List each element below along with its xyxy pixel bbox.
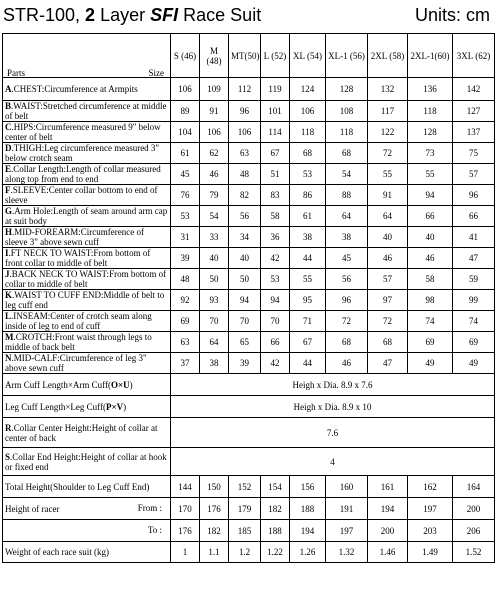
racer-to-value: 194 [290, 520, 326, 542]
measurement-value: 79 [200, 185, 229, 206]
measurement-value: 64 [200, 332, 229, 353]
measurement-value: 94 [261, 290, 290, 311]
size-column-header: MT(50) [229, 34, 261, 78]
racer-to-value: 206 [453, 520, 495, 542]
measurement-value: 39 [229, 353, 261, 374]
measurement-value: 55 [290, 269, 326, 290]
measurement-value: 40 [229, 248, 261, 269]
measurement-value: 118 [326, 122, 368, 143]
total-height-row-label: Total Height(Shoulder to Leg Cuff End) [3, 476, 171, 498]
racer-from-value: 200 [453, 498, 495, 520]
page-title [3, 5, 261, 26]
measurement-desc: From bottom of collar to middle of belt [5, 269, 167, 289]
measurement-value: 92 [171, 290, 200, 311]
measurement-value: 44 [290, 248, 326, 269]
racer-to-value: 188 [261, 520, 290, 542]
measurement-desc: Center collar bottom to end of sleeve [5, 185, 158, 205]
measurement-name: MID-CALF: [13, 353, 60, 363]
arm-cuff-row-value: Heigh x Dia. 8.9 x 7.6 [171, 374, 495, 396]
measurement-value: 31 [171, 227, 200, 248]
measurement-value: 69 [408, 332, 453, 353]
measurement-value: 68 [368, 332, 408, 353]
size-column-header: XL (54) [290, 34, 326, 78]
racer-to-value: 176 [171, 520, 200, 542]
measurement-row [3, 101, 495, 122]
measurement-value: 46 [368, 248, 408, 269]
measurement-row [3, 311, 495, 332]
leg-cuff-label-text: Leg Cuff Length×Leg Cuff( [5, 401, 106, 412]
weight-row-value: 1.2 [229, 542, 261, 563]
size-column-header: 2XL-1(60) [408, 34, 453, 78]
measurement-value: 63 [229, 143, 261, 164]
parts-header: Parts [7, 67, 25, 78]
racer-to-value: 197 [326, 520, 368, 542]
measurement-value: 36 [261, 227, 290, 248]
measurement-value: 101 [261, 101, 290, 122]
measurement-desc: Front waist through legs to middle of back belt [5, 332, 152, 352]
measurement-value: 63 [171, 332, 200, 353]
measurement-key: C [5, 122, 12, 132]
measurement-row [3, 353, 495, 374]
total-height-row-value: 154 [261, 476, 290, 498]
collar-end-row-value: 4 [171, 448, 495, 476]
measurement-value: 99 [453, 290, 495, 311]
measurement-name: Collar Length: [13, 164, 67, 174]
measurement-key: F [5, 185, 11, 195]
measurement-value: 64 [368, 206, 408, 227]
measurement-name: Arm Hole: [14, 206, 54, 216]
header-row [3, 34, 495, 78]
measurement-value: 58 [408, 269, 453, 290]
total-height-row-value: 150 [200, 476, 229, 498]
weight-row [3, 542, 495, 563]
measurement-value: 44 [290, 353, 326, 374]
measurement-label: N.MID-CALF:Circumference of leg 3" above sewn cuff [3, 353, 171, 374]
measurement-value: 40 [200, 248, 229, 269]
measurement-key: E [5, 164, 12, 174]
measurement-value: 69 [171, 311, 200, 332]
size-chart-table [2, 33, 495, 563]
racer-to-value: 182 [200, 520, 229, 542]
total-height-row-value: 156 [290, 476, 326, 498]
collar-end-desc: Collar End Height:Height of collar at hook or fixed end [5, 451, 167, 472]
racer-from-value: 197 [408, 498, 453, 520]
racer-to-row [3, 520, 495, 542]
measurement-desc: Circumference at Armpits [44, 84, 138, 94]
measurement-value: 64 [326, 206, 368, 227]
measurement-value: 136 [408, 78, 453, 101]
measurement-key: D [5, 143, 12, 153]
measurement-label: J.BACK NECK TO WAIST:From bottom of collar to middle of belt [3, 269, 171, 290]
measurement-name: CHEST: [13, 84, 45, 94]
measurement-desc: Leg circumference measured 3" below crotch seam [5, 143, 160, 163]
measurement-row [3, 248, 495, 269]
measurement-key: J [5, 269, 10, 279]
measurement-name: MID-FOREARM: [14, 227, 81, 237]
total-height-row-value: 164 [453, 476, 495, 498]
racer-from-value: 170 [171, 498, 200, 520]
measurement-value: 114 [261, 122, 290, 143]
measurement-value: 75 [453, 143, 495, 164]
measurement-name: CROTCH: [15, 332, 55, 342]
measurement-value: 38 [290, 227, 326, 248]
weight-row-label: Weight of each race suit (kg) [3, 542, 171, 563]
measurement-row [3, 269, 495, 290]
measurement-value: 61 [171, 143, 200, 164]
measurement-value: 95 [290, 290, 326, 311]
measurement-value: 122 [368, 122, 408, 143]
measurement-row [3, 332, 495, 353]
measurement-value: 96 [326, 290, 368, 311]
racer-to-label [3, 520, 171, 542]
measurement-value: 66 [408, 206, 453, 227]
measurement-value: 51 [261, 164, 290, 185]
measurement-label: M.CROTCH:Front waist through legs to middle of back belt [3, 332, 171, 353]
collar-center-key: R [5, 422, 12, 433]
measurement-value: 65 [229, 332, 261, 353]
measurement-name: WAIST: [13, 101, 43, 111]
measurement-value: 66 [453, 206, 495, 227]
measurement-value: 70 [261, 311, 290, 332]
measurement-value: 40 [368, 227, 408, 248]
measurement-value: 91 [200, 101, 229, 122]
measurement-value: 118 [290, 122, 326, 143]
measurement-desc: From bottom of front collar to middle of belt [5, 248, 151, 268]
measurement-value: 54 [326, 164, 368, 185]
measurement-desc: Circumference of sleeve 3" above sewn cuff [5, 227, 144, 247]
measurement-value: 74 [453, 311, 495, 332]
measurement-key: N [5, 353, 12, 363]
size-column-header: 2XL (58) [368, 34, 408, 78]
units-label: Units: cm [414, 5, 490, 25]
measurement-label: G.Arm Hole:Length of seam around arm cap at suit body [3, 206, 171, 227]
measurement-value: 45 [171, 164, 200, 185]
measurement-value: 68 [290, 143, 326, 164]
measurement-value: 58 [261, 206, 290, 227]
model-code: STR-100, [3, 5, 81, 25]
measurement-value: 57 [368, 269, 408, 290]
leg-cuff-row-label [3, 396, 171, 418]
total-height-row-value: 152 [229, 476, 261, 498]
measurement-value: 39 [171, 248, 200, 269]
measurement-label: E.Collar Length:Length of collar measured along top from end to end [3, 164, 171, 185]
measurement-value: 98 [408, 290, 453, 311]
measurement-value: 69 [453, 332, 495, 353]
measurement-value: 74 [408, 311, 453, 332]
collar-end-key: S [5, 451, 11, 462]
racer-height-label [3, 498, 171, 520]
size-column-header: XL-1 (56) [326, 34, 368, 78]
collar-end-row [3, 448, 495, 476]
measurement-value: 88 [326, 185, 368, 206]
measurement-value: 128 [326, 78, 368, 101]
parts-size-header [3, 34, 171, 78]
measurement-value: 137 [453, 122, 495, 143]
measurement-value: 66 [261, 332, 290, 353]
racer-to-value: 185 [229, 520, 261, 542]
measurement-value: 106 [229, 122, 261, 143]
arm-cuff-row-label [3, 374, 171, 396]
measurement-value: 48 [171, 269, 200, 290]
measurement-value: 50 [229, 269, 261, 290]
measurement-key: I [5, 248, 9, 258]
measurement-desc: Stretched circumference at middle of belt [5, 101, 167, 121]
total-height-row-value: 161 [368, 476, 408, 498]
racer-from-value: 179 [229, 498, 261, 520]
racer-from-row [3, 498, 495, 520]
arm-cuff-label-end: ) [129, 379, 133, 390]
leg-cuff-row [3, 396, 495, 418]
arm-cuff-code: O×U [110, 379, 130, 390]
measurement-value: 71 [290, 311, 326, 332]
measurement-row [3, 143, 495, 164]
measurement-value: 41 [453, 227, 495, 248]
measurement-name: BACK NECK TO WAIST: [11, 269, 110, 279]
measurement-value: 72 [368, 143, 408, 164]
measurement-value: 47 [368, 353, 408, 374]
measurement-row [3, 290, 495, 311]
measurement-key: B [5, 101, 12, 111]
measurement-key: A [5, 84, 12, 94]
total-height-row-value: 162 [408, 476, 453, 498]
measurement-desc: Circumference measured 9" below center of belt [5, 122, 161, 142]
measurement-value: 49 [453, 353, 495, 374]
racer-to-value: 200 [368, 520, 408, 542]
racer-from-value: 188 [290, 498, 326, 520]
measurement-value: 55 [368, 164, 408, 185]
measurement-value: 106 [171, 78, 200, 101]
measurement-name: WAIST TO CUFF END: [14, 290, 104, 300]
layers-word: Layer [100, 5, 146, 25]
measurement-value: 72 [326, 311, 368, 332]
measurement-value: 127 [453, 101, 495, 122]
weight-row-value: 1.26 [290, 542, 326, 563]
measurement-value: 124 [290, 78, 326, 101]
measurement-value: 33 [200, 227, 229, 248]
measurement-name: FT NECK TO WAIST: [10, 248, 94, 258]
measurement-value: 34 [229, 227, 261, 248]
measurement-row [3, 227, 495, 248]
racer-from-value: 194 [368, 498, 408, 520]
racer-to-value: 203 [408, 520, 453, 542]
measurement-value: 61 [290, 206, 326, 227]
measurement-value: 118 [408, 101, 453, 122]
measurement-label: L.INSEAM:Center of crotch seam along inside of leg to end of cuff [3, 311, 171, 332]
measurement-value: 97 [368, 290, 408, 311]
measurement-value: 104 [171, 122, 200, 143]
collar-center-row-value: 7.6 [171, 418, 495, 448]
total-height-row-value: 144 [171, 476, 200, 498]
measurement-value: 53 [261, 269, 290, 290]
racer-from-value: 182 [261, 498, 290, 520]
measurement-value: 70 [229, 311, 261, 332]
size-column-header: L (52) [261, 34, 290, 78]
measurement-value: 86 [290, 185, 326, 206]
collar-center-row-label: R.Collar Center Height:Height of collar at center of back [3, 418, 171, 448]
measurement-desc: Circumference of leg 3" above sewn cuff [5, 353, 147, 373]
measurement-name: INSEAM: [13, 311, 51, 321]
measurement-value: 72 [368, 311, 408, 332]
measurement-value: 42 [261, 248, 290, 269]
measurement-desc: Length of seam around arm cap at suit body [5, 206, 168, 226]
arm-cuff-row [3, 374, 495, 396]
measurement-value: 112 [229, 78, 261, 101]
measurement-label: C.HIPS:Circumference measured 9" below center of belt [3, 122, 171, 143]
measurement-value: 94 [408, 185, 453, 206]
arm-cuff-label-text: Arm Cuff Length×Arm Cuff( [5, 379, 111, 390]
measurement-value: 96 [229, 101, 261, 122]
size-column-header: S (46) [171, 34, 200, 78]
measurement-value: 40 [408, 227, 453, 248]
measurement-value: 38 [200, 353, 229, 374]
measurement-value: 108 [326, 101, 368, 122]
size-column-header: M (48) [200, 34, 229, 78]
measurement-label: D.THIGH:Leg circumference measured 3" below crotch seam [3, 143, 171, 164]
measurement-value: 50 [200, 269, 229, 290]
measurement-desc: Center of crotch seam along inside of leg to end of cuff [5, 311, 152, 331]
measurement-value: 46 [408, 248, 453, 269]
measurement-name: HIPS: [13, 122, 36, 132]
collar-center-desc: Collar Center Height:Height of collar at center of back [5, 422, 158, 443]
measurement-value: 46 [326, 353, 368, 374]
total-height-row [3, 476, 495, 498]
measurement-value: 93 [200, 290, 229, 311]
measurement-value: 82 [229, 185, 261, 206]
measurement-value: 73 [408, 143, 453, 164]
measurement-label: I.FT NECK TO WAIST:From bottom of front collar to middle of belt [3, 248, 171, 269]
measurement-value: 68 [326, 332, 368, 353]
measurement-value: 128 [408, 122, 453, 143]
measurement-value: 96 [453, 185, 495, 206]
total-height-row-value: 160 [326, 476, 368, 498]
weight-row-value: 1.52 [453, 542, 495, 563]
measurement-row [3, 206, 495, 227]
measurement-key: L [5, 311, 12, 321]
measurement-value: 70 [200, 311, 229, 332]
measurement-value: 89 [171, 101, 200, 122]
leg-cuff-row-value: Heigh x Dia. 8.9 x 10 [171, 396, 495, 418]
measurement-value: 91 [368, 185, 408, 206]
measurement-value: 54 [200, 206, 229, 227]
layers-number: 2 [85, 5, 96, 25]
measurement-value: 46 [200, 164, 229, 185]
race-suit-label: Race Suit [183, 5, 262, 25]
measurement-value: 45 [326, 248, 368, 269]
page-header [0, 0, 496, 32]
measurement-label: H.MID-FOREARM:Circumference of sleeve 3" above sewn cuff [3, 227, 171, 248]
measurement-value: 47 [453, 248, 495, 269]
measurement-row [3, 122, 495, 143]
measurement-value: 49 [408, 353, 453, 374]
measurement-row [3, 185, 495, 206]
racer-from-text: From : [137, 503, 162, 513]
measurement-label: F.SLEEVE:Center collar bottom to end of sleeve [3, 185, 171, 206]
measurement-label: B.WAIST:Stretched circumference at middle of belt [3, 101, 171, 122]
measurement-row [3, 78, 495, 101]
measurement-value: 119 [261, 78, 290, 101]
measurement-value: 67 [261, 143, 290, 164]
sfi-label: SFI [150, 5, 179, 25]
measurement-value: 76 [171, 185, 200, 206]
weight-row-value: 1.32 [326, 542, 368, 563]
weight-row-value: 1.22 [261, 542, 290, 563]
weight-row-value: 1 [171, 542, 200, 563]
measurement-value: 132 [368, 78, 408, 101]
measurement-label: K.WAIST TO CUFF END:Middle of belt to leg cuff end [3, 290, 171, 311]
measurement-value: 56 [229, 206, 261, 227]
measurement-label: A.CHEST:Circumference at Armpits [3, 78, 171, 101]
measurement-value: 83 [261, 185, 290, 206]
measurement-value: 109 [200, 78, 229, 101]
size-header: Size [148, 67, 164, 78]
measurement-key: K [5, 290, 13, 300]
measurement-value: 57 [453, 164, 495, 185]
measurement-value: 117 [368, 101, 408, 122]
collar-end-row-label: S.Collar End Height:Height of collar at hook or fixed end [3, 448, 171, 476]
measurement-value: 142 [453, 78, 495, 101]
measurement-desc: Length of collar measured along top from end to end [5, 164, 161, 184]
measurement-key: M [5, 332, 14, 342]
measurement-value: 94 [229, 290, 261, 311]
measurement-value: 53 [290, 164, 326, 185]
size-column-header: 3XL (62) [453, 34, 495, 78]
measurement-value: 53 [171, 206, 200, 227]
measurement-value: 37 [171, 353, 200, 374]
collar-center-row [3, 418, 495, 448]
measurement-row [3, 164, 495, 185]
racer-height-text: Height of racer [5, 503, 60, 514]
weight-row-value: 1.46 [368, 542, 408, 563]
measurement-desc: Middle of belt to leg cuff end [5, 290, 165, 310]
racer-to-text: To : [147, 525, 162, 535]
measurement-value: 59 [453, 269, 495, 290]
weight-row-value: 1.1 [200, 542, 229, 563]
measurement-value: 55 [408, 164, 453, 185]
measurement-name: SLEEVE: [12, 185, 49, 195]
racer-from-value: 191 [326, 498, 368, 520]
measurement-value: 67 [290, 332, 326, 353]
leg-cuff-code: P×V [105, 401, 124, 412]
measurement-value: 62 [200, 143, 229, 164]
weight-row-value: 1.49 [408, 542, 453, 563]
measurement-value: 106 [200, 122, 229, 143]
measurement-value: 38 [326, 227, 368, 248]
measurement-value: 48 [229, 164, 261, 185]
measurement-value: 56 [326, 269, 368, 290]
racer-from-value: 176 [200, 498, 229, 520]
measurement-name: THIGH: [13, 143, 45, 153]
measurement-value: 106 [290, 101, 326, 122]
leg-cuff-label-end: ) [123, 401, 127, 412]
measurement-key: G [5, 206, 13, 216]
measurement-value: 42 [261, 353, 290, 374]
measurement-value: 68 [326, 143, 368, 164]
measurement-key: H [5, 227, 13, 237]
